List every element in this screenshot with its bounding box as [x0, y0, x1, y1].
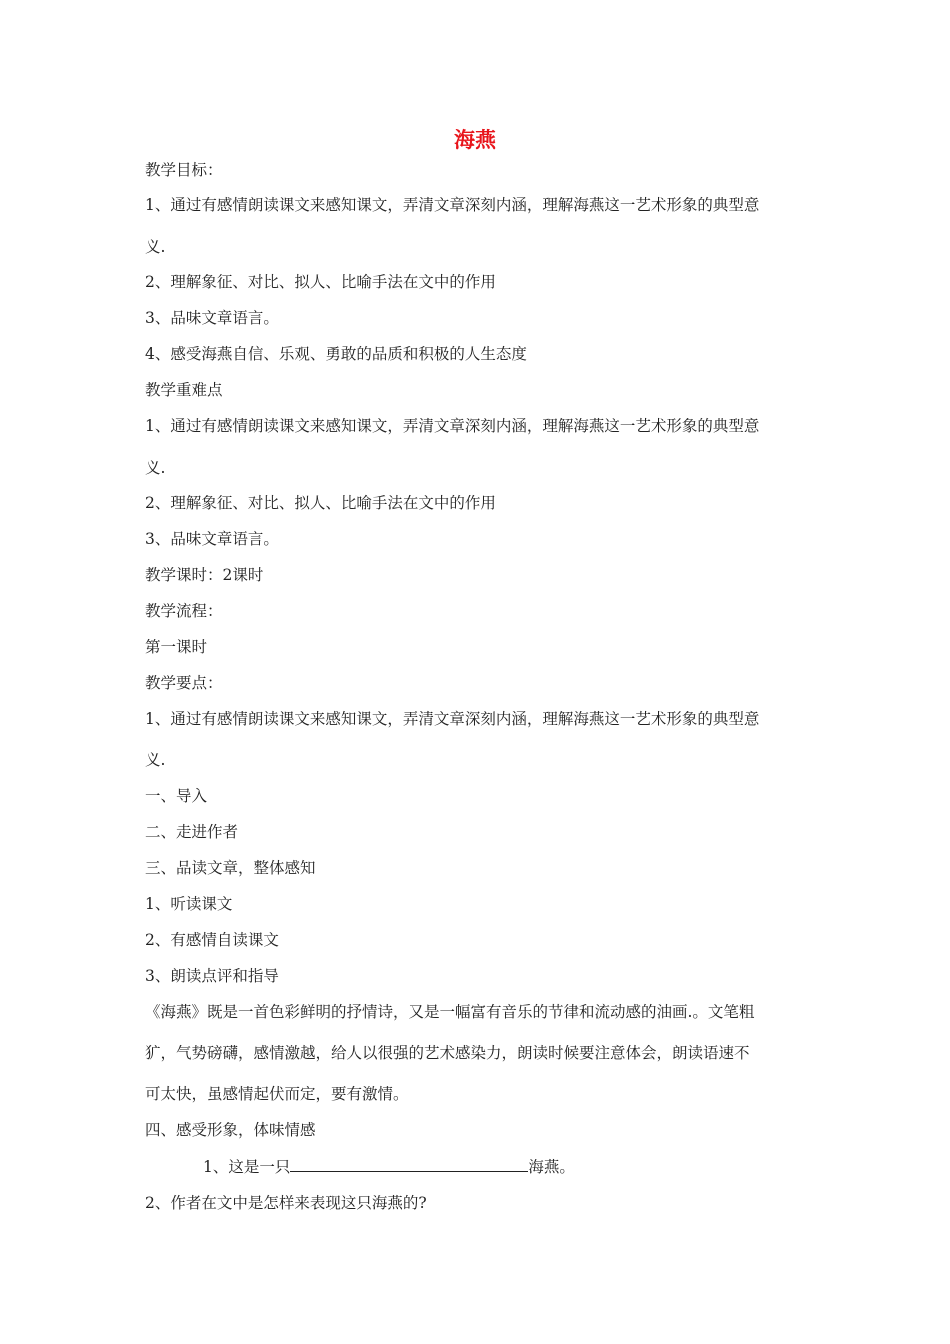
text-line: 1、通过有感情朗读课文来感知课文，弄清文章深刻内涵，理解海燕这一艺术形象的典型意 — [145, 710, 760, 728]
text-line: 四、感受形象，体味情感 — [145, 1121, 316, 1139]
text-line: 教学流程： — [145, 602, 223, 620]
text-line: 教学重难点 — [145, 381, 223, 399]
text-line: 二、走进作者 — [145, 823, 239, 841]
page-title: 海燕 — [454, 128, 496, 152]
text-line: 3、品味文章语言。 — [145, 309, 279, 327]
text-line: 4、感受海燕自信、乐观、勇敢的品质和积极的人生态度 — [145, 345, 527, 363]
text-line: 可太快，虽感情起伏而定，要有激情。 — [145, 1085, 409, 1103]
text-line: 义. — [145, 751, 166, 769]
text-line: 3、品味文章语言。 — [145, 530, 279, 548]
text-line: 2、有感情自读课文 — [145, 931, 279, 949]
text-line: 3、朗读点评和指导 — [145, 967, 279, 985]
text-line: 2、理解象征、对比、拟人、比喻手法在文中的作用 — [145, 494, 496, 512]
text-line: 教学课时：2课时 — [145, 566, 264, 584]
text-line: 教学目标： — [145, 161, 223, 179]
text-line: 2、作者在文中是怎样来表现这只海燕的? — [145, 1194, 427, 1212]
text-line: 一、导入 — [145, 787, 208, 805]
text-line: 教学要点： — [145, 674, 223, 692]
text-line: 1、听读课文 — [145, 895, 233, 913]
text-line: 三、品读文章，整体感知 — [145, 859, 316, 877]
fill-blank-suffix: 海燕。 — [528, 1158, 575, 1176]
text-line: 1、通过有感情朗读课文来感知课文，弄清文章深刻内涵，理解海燕这一艺术形象的典型意 — [145, 417, 760, 435]
text-line: 第一课时 — [145, 638, 208, 656]
answer-blank[interactable] — [290, 1156, 528, 1172]
text-line: 义. — [145, 238, 166, 256]
fill-blank-prefix: 1、这是一只 — [203, 1158, 291, 1176]
fill-blank-question — [203, 1156, 575, 1177]
text-line: 犷，气势磅礴，感情激越，给人以很强的艺术感染力，朗读时候要注意体会，朗读语速不 — [145, 1044, 750, 1062]
text-line: 1、通过有感情朗读课文来感知课文，弄清文章深刻内涵，理解海燕这一艺术形象的典型意 — [145, 196, 760, 214]
text-line: 2、理解象征、对比、拟人、比喻手法在文中的作用 — [145, 273, 496, 291]
text-line: 义. — [145, 459, 166, 477]
text-line: 《海燕》既是一首色彩鲜明的抒情诗，又是一幅富有音乐的节律和流动感的油画.。文笔粗 — [145, 1003, 755, 1021]
